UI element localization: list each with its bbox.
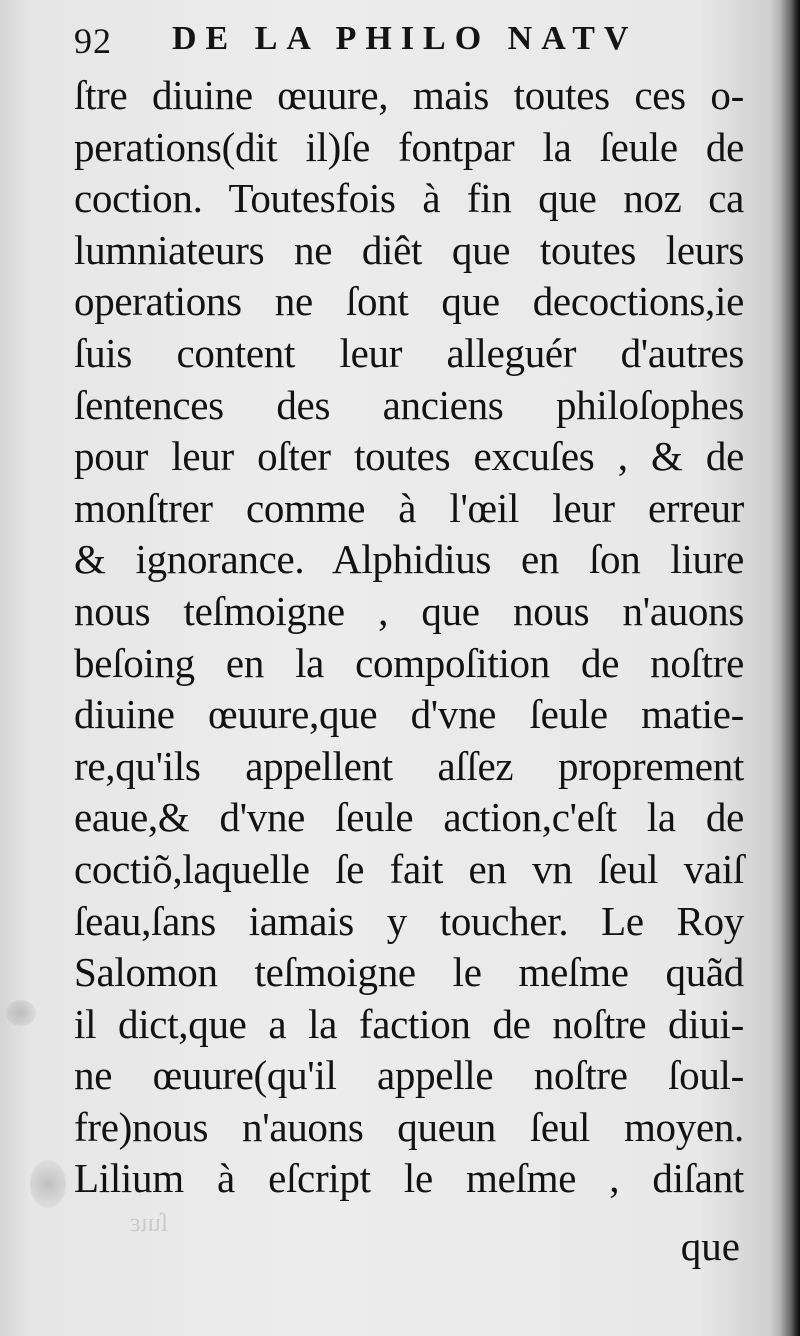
text-line: & ignorance. Alphidius en ſon liure — [74, 536, 744, 583]
running-head — [74, 20, 754, 66]
ink-smudge — [30, 1160, 66, 1208]
text-line: perations(dit il)ſe fontpar la ſeule de — [74, 123, 744, 170]
text-line: beſoing en la compoſition de noſtre — [74, 639, 744, 686]
ink-smudge — [6, 1000, 36, 1026]
text-line: ſuis content leur alleguér d'autres — [74, 329, 744, 376]
text-line: Salomon teſmoigne le meſme quãd — [74, 949, 744, 996]
text-line: ſtre diuine œuure, mais toutes ces o- — [74, 72, 744, 118]
page-number: 92 — [74, 21, 112, 61]
text-line: ſentences des anciens philoſophes — [74, 381, 744, 428]
text-line: ne œuure(qu'il appelle noſtre ſoul- — [74, 1052, 744, 1099]
text-line: il dict,que a la faction de noſtre diui- — [74, 1000, 744, 1047]
text-line: eaue,& d'vne ſeule action,c'eſt la de — [74, 794, 744, 841]
page-edge-shadow — [780, 0, 800, 1336]
text-line: nous teſmoigne , que nous n'auons — [74, 587, 744, 634]
text-line: re,qu'ils appellent aſſez proprement — [74, 742, 744, 789]
text-line: diuine œuure,que d'vne ſeule matie- — [74, 691, 744, 738]
text-line: ſeau,ſans iamais y toucher. Le Roy — [74, 897, 744, 944]
text-line: fre)nous n'auons queun ſeul moyen. — [74, 1103, 744, 1150]
catchword: que — [680, 1223, 740, 1269]
text-line: coction. Toutesfois à fin que noz ca — [74, 175, 744, 222]
text-line: coctiõ,laquelle ſe fait en vn ſeul vaiſ — [74, 845, 744, 892]
text-line: pour leur oſter toutes excuſes , & de — [74, 433, 744, 480]
running-title: DE LA PHILO NATV — [172, 20, 638, 57]
catchword-area — [74, 1222, 740, 1274]
text-line: lumniateurs ne diêt que toutes leurs — [74, 226, 744, 273]
body-text — [74, 70, 744, 1205]
text-line: monſtrer comme à l'œil leur erreur — [74, 484, 744, 531]
text-line: operations ne ſont que decoctions,ie — [74, 278, 744, 325]
show-through-text: ſuιε — [129, 1208, 168, 1237]
text-line: Lilium à eſcript le meſme , diſant — [74, 1155, 744, 1202]
